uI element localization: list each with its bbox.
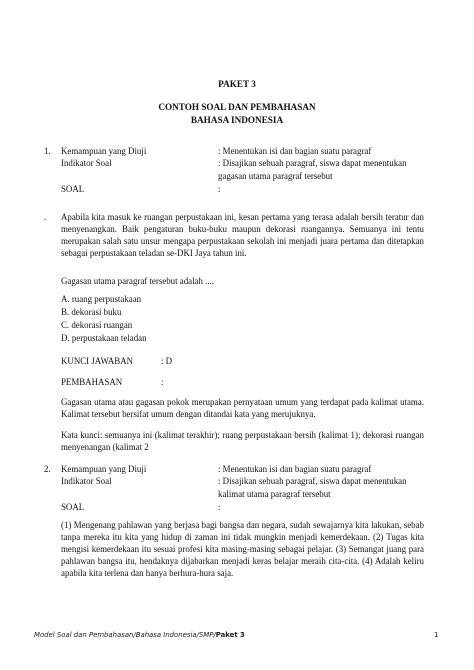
question-1-indicator-label: Indikator Soal <box>61 158 112 168</box>
question-1-ability-value: : Menentukan isi dan bagian suatu paragraf <box>218 146 372 156</box>
question-1-option-d: D. perpustakaan teladan <box>61 333 147 343</box>
question-1-prompt: Gagasan utama paragraf tersebut adalah .... <box>61 276 215 286</box>
question-2-soal-colon: : <box>218 502 221 512</box>
footer-paket: Paket 3 <box>215 631 245 639</box>
paket-title: PAKET 3 <box>218 79 256 89</box>
question-1-paragraph: Apabila kita masuk ke ruangan perpustakaan ini, kesan pertama yang terasa adalah bersih teratur dan menyenangkan. Baik pengaturan buku-buku maupun dekorasi ruangannya. Semuanya ini tentu merupakan salah satu unsur mengapa perpustakaan sekolah ini menjadi juara pertama dan ditetapkan sebagai perpustakaan teladan se-DKI Jaya tahun ini. <box>61 212 424 259</box>
question-1-discussion-text: Gagasan utama atau gagasan pokok merupakan pernyataan umum yang terdapat pada kalimat utama. Kalimat tersebut bersifat umum dengan ditandai kata yang merujuknya. <box>61 397 424 420</box>
footer-left <box>34 631 245 640</box>
question-1-option-c: C. dekorasi ruangan <box>61 320 133 330</box>
question-2-indicator-value-line-2: kalimat utama paragraf tersebut <box>218 489 331 499</box>
question-1-indicator-value-line-1: : Disajikan sebuah paragraf, siswa dapat menentukan <box>218 158 407 168</box>
question-2-paragraph: (1) Mengenang pahlawan yang berjasa bagi bangsa dan negara, sudah sewajarnya kita lakukan, sebab tanpa mereka itu kita yang hidup di zaman ini tidak mungkin menjadi kemerdekaan. (2) Tugas kita mengisi kemerdekaan itu sesuai profesi kita masing-masing sebagai pelajar. (3) Semangat juang para pahlawan bangsa itu, hendaknya dijabarkan menjadi keras belajar meraih cita-cita. (4) Adalah keliru apabila kita terlena dan hanya berhura-hura saja. <box>61 520 424 579</box>
question-1-answer-value: : D <box>161 356 173 366</box>
question-2-soal-label: SOAL <box>61 502 85 512</box>
question-1-bullet: . <box>44 212 47 222</box>
question-1-soal-label: SOAL <box>61 184 85 194</box>
question-1-option-a: A. ruang perpustakaan <box>61 294 142 304</box>
question-1-answer-label: KUNCI JAWABAN <box>61 356 134 366</box>
question-2-ability-label: Kemampuan yang Diuji <box>61 464 147 474</box>
page-number: 1 <box>434 630 439 639</box>
document-title: CONTOH SOAL DAN PEMBAHASAN <box>158 102 316 112</box>
question-1-number: 1. <box>44 146 51 156</box>
question-2-ability-value: : Menentukan isi dan bagian suatu paragraf <box>218 464 372 474</box>
footer-path: Model Soal dan Pembahasan/Bahasa Indonesia/SMP/ <box>34 631 216 639</box>
question-1-ability-label: Kemampuan yang Diuji <box>61 146 147 156</box>
question-1-keywords-text: Kata kunci: semuanya ini (kalimat terakhir); ruang perpustakaan bersih (kalimat 1); dekorasi ruangan menyenangan (kalimat 2 <box>61 430 424 453</box>
question-1-discussion-label: PEMBAHASAN <box>61 377 123 387</box>
question-2-indicator-label: Indikator Soal <box>61 476 112 486</box>
question-1-indicator-value-line-2: gagasan utama paragraf tersebut <box>218 171 333 181</box>
question-1-option-b: B. dekorasi buku <box>61 307 122 317</box>
question-1-soal-colon: : <box>218 184 221 194</box>
question-2-number: 2. <box>44 464 51 474</box>
subject-title: BAHASA INDONESIA <box>190 115 284 125</box>
question-2-indicator-value-line-1: : Disajikan sebuah paragraf, siswa dapat menentukan <box>218 476 407 486</box>
question-1-discussion-colon: : <box>161 377 164 387</box>
